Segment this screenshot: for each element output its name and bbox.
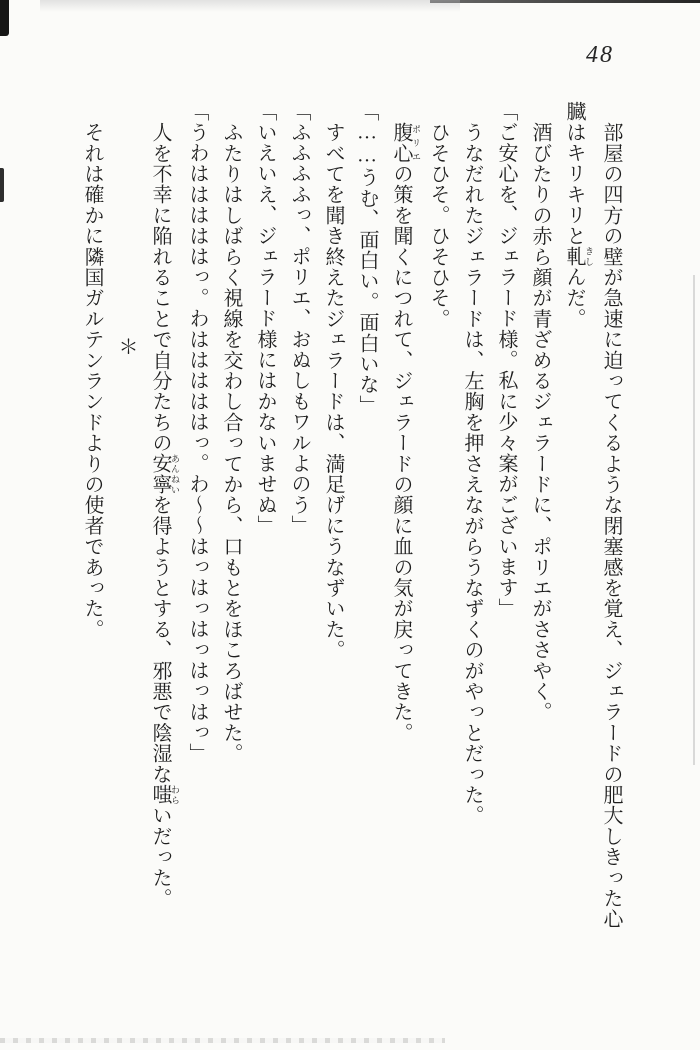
text-line: ふたりはしばらく視線を交わし合ってから、口もとをほころばせた。	[220, 122, 242, 764]
furigana-ruby: 軋 きし	[563, 245, 594, 267]
text-line: 「いえいえ、ジェラード様にはかないませぬ」	[254, 101, 276, 536]
furigana-ruby: 嗤 わら	[149, 784, 180, 806]
text-line: うなだれたジェラードは、左胸を押さえながらうなずくのがやっとだった。	[461, 122, 483, 826]
text-line: 「……うむ、面白い。面白いな」	[356, 101, 378, 416]
text-line: 腹心 ポリエの策を聞くにつれて、ジェラードの顔に血の気が戻ってきた。	[390, 122, 421, 744]
text-line: 人を不幸に陥れることで自分たちの安寧 あんねいを得ようとする、邪悪で陰湿な嗤 わらいだった。	[149, 122, 180, 909]
text-line: 部屋の四方の壁が急速に迫ってくるような閉塞感を覚え、ジェラードの肥大しきった心	[600, 122, 622, 930]
scan-artifact-bottom-noise	[0, 1038, 445, 1043]
text-line: 「うわはははははっ。わはははははっ。わ～～はっはっはっはっはっ」	[186, 101, 208, 764]
scan-artifact-corner-mark	[0, 0, 9, 36]
scan-artifact-left-speck	[0, 168, 4, 202]
page-number: 48	[586, 42, 614, 68]
text-line: すべてを聞き終えたジェラードは、満足げにうなずいた。	[322, 122, 344, 661]
furigana-ruby: 安寧 あんねい	[149, 453, 180, 495]
scan-artifact-right-fold	[693, 275, 695, 765]
section-break-star: ＊	[115, 336, 137, 357]
text-line: 「ふふふふっ、ポリエ、おぬしもワルよのう」	[288, 101, 310, 536]
scan-artifact-top-smudge	[40, 0, 460, 12]
text-line: 「ご安心を、ジェラード様。私に少々案がございます」	[495, 101, 517, 619]
text-line: それは確かに隣国ガルテンランドよりの使者であった。	[81, 122, 103, 640]
scan-artifact-top-edge	[430, 0, 700, 3]
furigana-ruby: 腹心 ポリエ	[390, 122, 421, 164]
text-line: 臓はキリキリと軋 きしんだ。	[563, 101, 594, 329]
text-line: ひそひそ。ひそひそ。	[427, 122, 449, 329]
text-line: 酒びたりの赤ら顔が青ざめるジェラードに、ポリエがささやく。	[529, 122, 551, 723]
text-block	[80, 101, 628, 943]
